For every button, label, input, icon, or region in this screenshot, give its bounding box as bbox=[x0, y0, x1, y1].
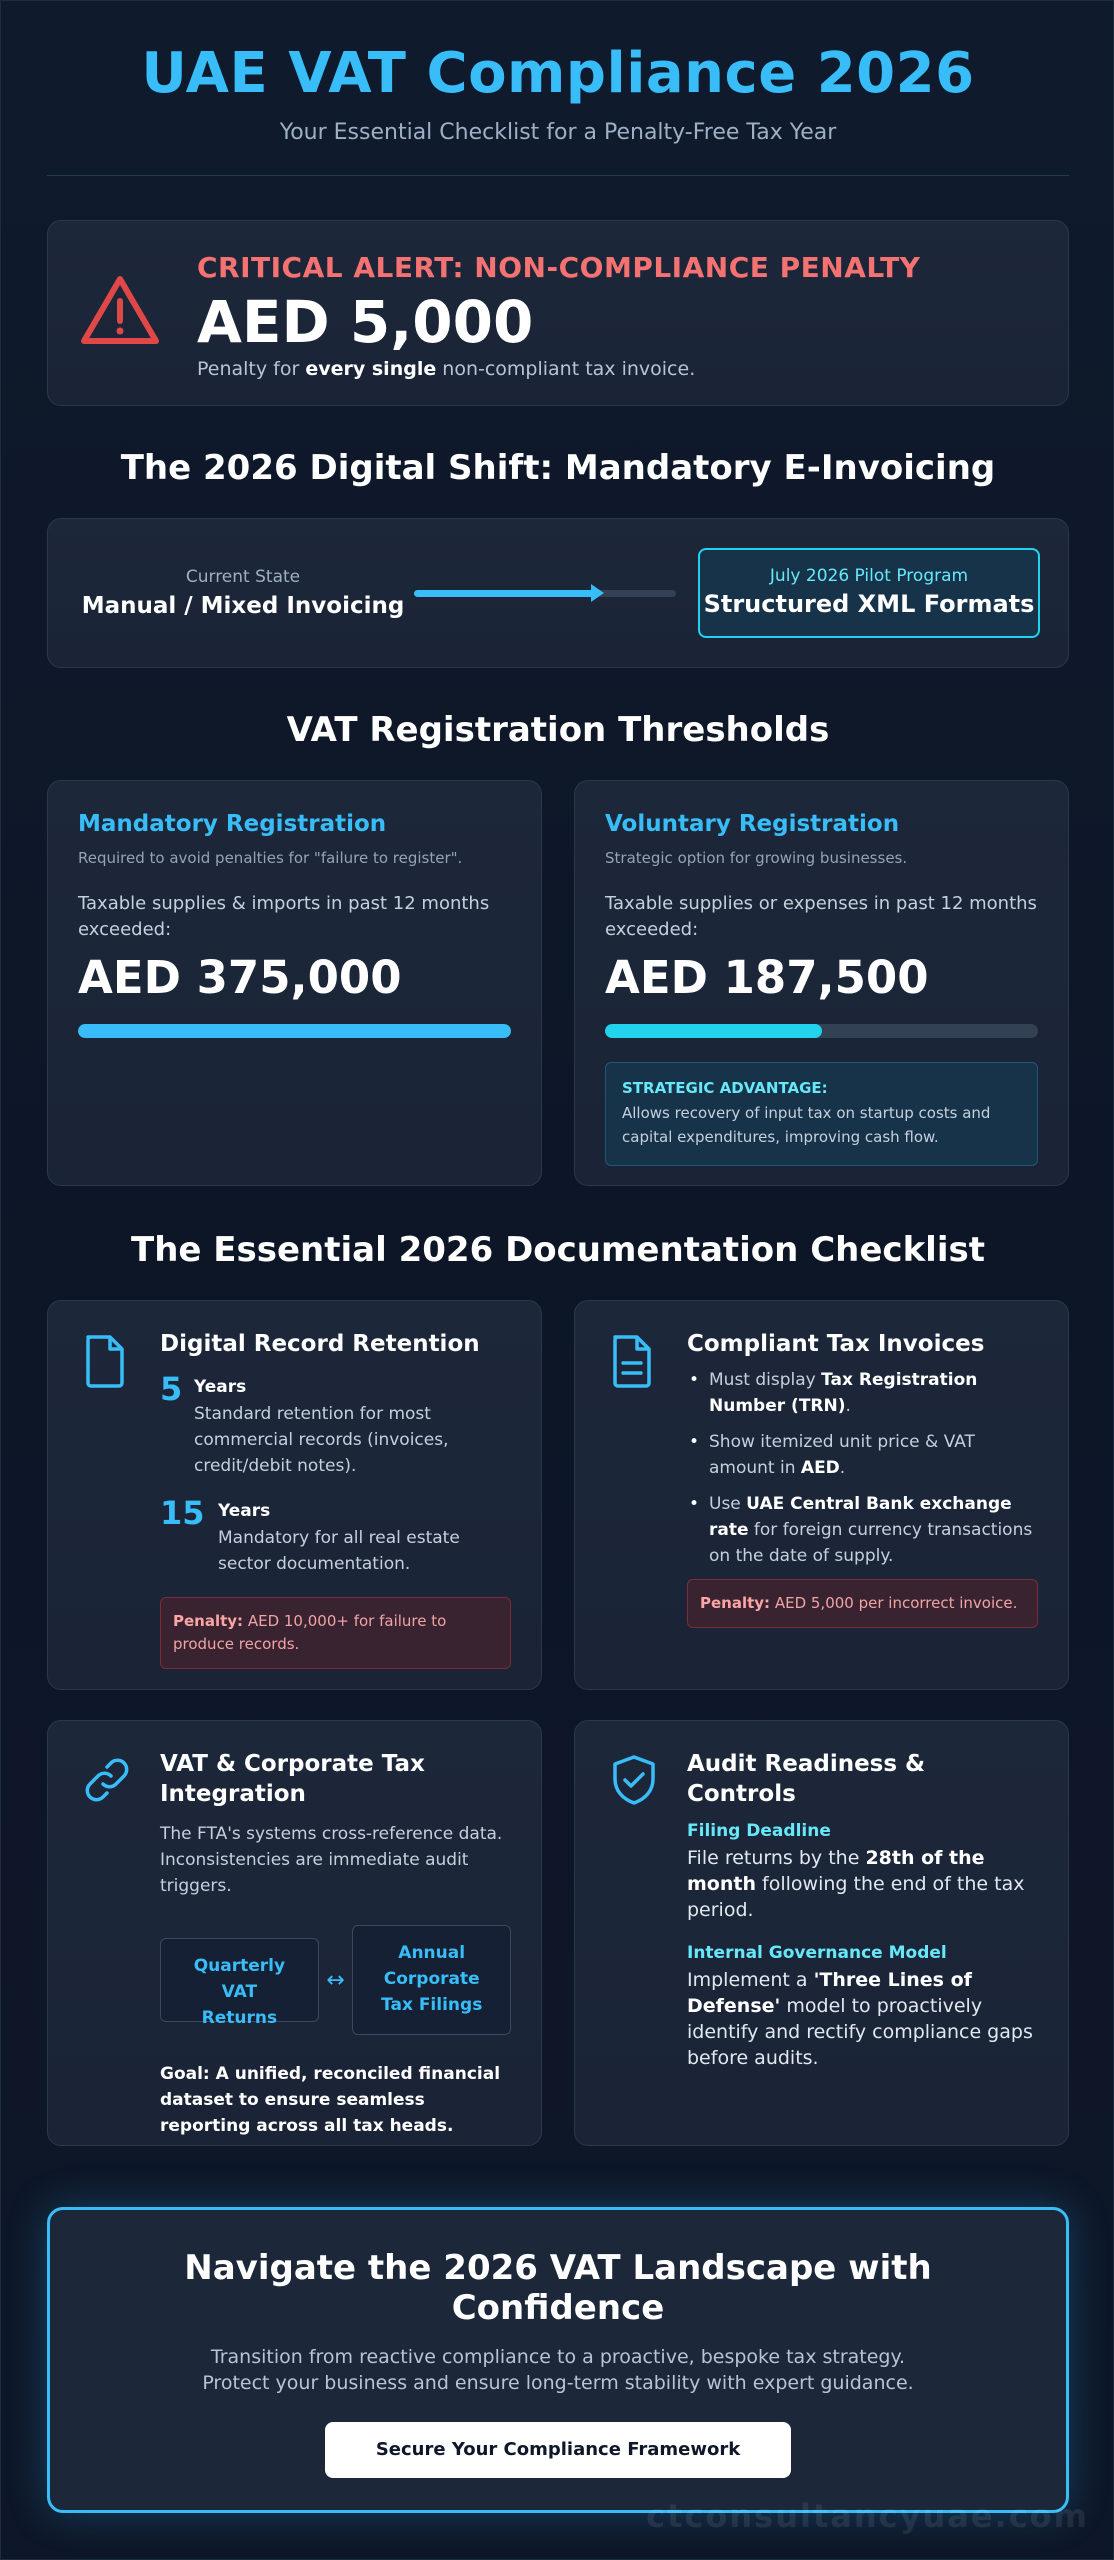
retention-penalty-box: Penalty: AED 10,000+ for failure to produce records. bbox=[160, 1597, 511, 1669]
infographic-page bbox=[47, 1, 1069, 2460]
page-title: UAE VAT Compliance 2026 bbox=[141, 41, 975, 106]
advantage-title: STRATEGIC ADVANTAGE: bbox=[622, 1079, 828, 1097]
quarterly-vat-box: Quarterly VAT Returns bbox=[160, 1938, 319, 2022]
tax-integration-card bbox=[47, 1720, 542, 2146]
voluntary-amount: AED 187,500 bbox=[605, 951, 929, 1004]
retention-years-number: 15 bbox=[160, 1494, 205, 1532]
current-state bbox=[78, 567, 408, 619]
list-item: • Show itemized unit price & VAT amount in AED. bbox=[687, 1429, 1038, 1481]
mandatory-subtitle: Required to avoid penalties for "failure to register". bbox=[78, 849, 463, 867]
alert-label: CRITICAL ALERT: NON-COMPLIANCE PENALTY bbox=[197, 251, 921, 284]
link-icon bbox=[80, 1753, 134, 1807]
retention-years-unit: Years bbox=[194, 1377, 247, 1397]
governance-heading: Internal Governance Model bbox=[687, 1943, 947, 1963]
page-subtitle: Your Essential Checklist for a Penalty-Free Tax Year bbox=[279, 120, 837, 145]
thresholds-title: VAT Registration Thresholds bbox=[286, 710, 830, 750]
checklist-title: The Essential 2026 Documentation Checklist bbox=[131, 1230, 985, 1270]
penalty-alert-card bbox=[47, 220, 1069, 406]
voluntary-registration-card bbox=[574, 780, 1069, 1186]
voluntary-subtitle: Strategic option for growing businesses. bbox=[605, 849, 908, 867]
filing-deadline-heading: Filing Deadline bbox=[687, 1821, 831, 1841]
list-item: • Use UAE Central Bank exchange rate for foreign currency transactions on the date of supply. bbox=[687, 1491, 1038, 1569]
invoices-title: Compliant Tax Invoices bbox=[687, 1331, 985, 1357]
cta-description-line: Protect your business and ensure long-term stability with expert guidance. bbox=[202, 2372, 914, 2394]
mandatory-title: Mandatory Registration bbox=[78, 811, 387, 837]
cta-title: Navigate the 2026 VAT Landscape with Confidence bbox=[184, 2248, 932, 2328]
digital-shift-title: The 2026 Digital Shift: Mandatory E-Invoicing bbox=[120, 448, 996, 488]
integration-description: The FTA's systems cross-reference data. Inconsistencies are immediate audit triggers. bbox=[160, 1824, 503, 1896]
future-state-value: Structured XML Formats bbox=[703, 590, 1035, 618]
governance-text: Implement a 'Three Lines of Defense' model to proactively identify and rectify compliance gaps before audits. bbox=[687, 1969, 1033, 2069]
alert-amount: AED 5,000 bbox=[197, 288, 534, 356]
cta-description-line: Transition from reactive compliance to a proactive, bespoke tax strategy. bbox=[210, 2346, 906, 2368]
current-state-label: Current State bbox=[185, 567, 301, 587]
future-state-label: July 2026 Pilot Program bbox=[769, 566, 969, 586]
filing-deadline-text: File returns by the 28th of the month following the end of the tax period. bbox=[687, 1847, 1025, 1921]
strategic-advantage-box bbox=[605, 1062, 1038, 1166]
retention-item bbox=[160, 1370, 511, 1479]
header-divider bbox=[47, 175, 1069, 176]
retention-title: Digital Record Retention bbox=[160, 1331, 480, 1357]
record-retention-card bbox=[47, 1300, 542, 1690]
voluntary-bar-fill bbox=[605, 1024, 822, 1038]
annual-corporate-box: Annual Corporate Tax Filings bbox=[352, 1925, 511, 2035]
thresholds-row bbox=[47, 780, 1069, 1186]
bidirectional-arrow-icon: ↔ bbox=[326, 1967, 345, 1993]
digital-shift-card bbox=[47, 518, 1069, 668]
retention-description: Mandatory for all real estate sector documentation. bbox=[218, 1528, 460, 1574]
mandatory-bar bbox=[78, 1024, 511, 1038]
transition-progress bbox=[414, 590, 676, 597]
document-icon bbox=[82, 1333, 128, 1389]
advantage-text: Allows recovery of input tax on startup costs and capital expenditures, improving cash flow. bbox=[622, 1104, 991, 1146]
voluntary-description: Taxable supplies or expenses in past 12 months exceeded: bbox=[605, 893, 1037, 940]
current-state-value: Manual / Mixed Invoicing bbox=[81, 593, 405, 619]
mandatory-description: Taxable supplies & imports in past 12 months exceeded: bbox=[78, 893, 490, 940]
file-text-icon bbox=[609, 1333, 655, 1389]
mandatory-bar-fill bbox=[78, 1024, 511, 1038]
audit-title: Audit Readiness & Controls bbox=[687, 1751, 926, 1807]
checklist-row-1 bbox=[47, 1300, 1069, 1690]
mandatory-amount: AED 375,000 bbox=[78, 951, 402, 1004]
watermark: ctconsultancyuae.com bbox=[646, 2497, 1089, 2535]
future-state bbox=[698, 548, 1040, 638]
tax-invoices-card bbox=[574, 1300, 1069, 1690]
secure-compliance-button[interactable]: Secure Your Compliance Framework bbox=[325, 2422, 791, 2478]
voluntary-bar bbox=[605, 1024, 1038, 1038]
integration-flow bbox=[160, 1925, 511, 2035]
retention-item bbox=[160, 1494, 511, 1577]
retention-years-number: 5 bbox=[160, 1370, 183, 1408]
shield-check-icon bbox=[609, 1753, 659, 1807]
warning-triangle-icon bbox=[80, 273, 160, 347]
transition-progress-fill bbox=[414, 590, 597, 597]
integration-goal: Goal: A unified, reconciled financial dataset to ensure seamless reporting across all tax heads. bbox=[160, 2064, 501, 2136]
mandatory-registration-card bbox=[47, 780, 542, 1186]
cta-section bbox=[47, 2207, 1069, 2513]
integration-title: VAT & Corporate Tax Integration bbox=[160, 1751, 425, 1807]
cta-description bbox=[50, 2344, 1066, 2396]
invoice-penalty-box: Penalty: AED 5,000 per incorrect invoice. bbox=[687, 1579, 1038, 1628]
checklist-row-2 bbox=[47, 1720, 1069, 2146]
list-item: • Must display Tax Registration Number (TRN). bbox=[687, 1367, 1038, 1419]
alert-description: Penalty for every single non-compliant tax invoice. bbox=[197, 358, 696, 380]
retention-years-unit: Years bbox=[218, 1501, 271, 1521]
header bbox=[47, 1, 1069, 145]
voluntary-title: Voluntary Registration bbox=[605, 811, 900, 837]
retention-description: Standard retention for most commercial records (invoices, credit/debit notes). bbox=[194, 1404, 449, 1476]
audit-readiness-card bbox=[574, 1720, 1069, 2146]
invoice-requirements-list bbox=[687, 1367, 1038, 1569]
arrow-right-icon bbox=[591, 584, 604, 602]
